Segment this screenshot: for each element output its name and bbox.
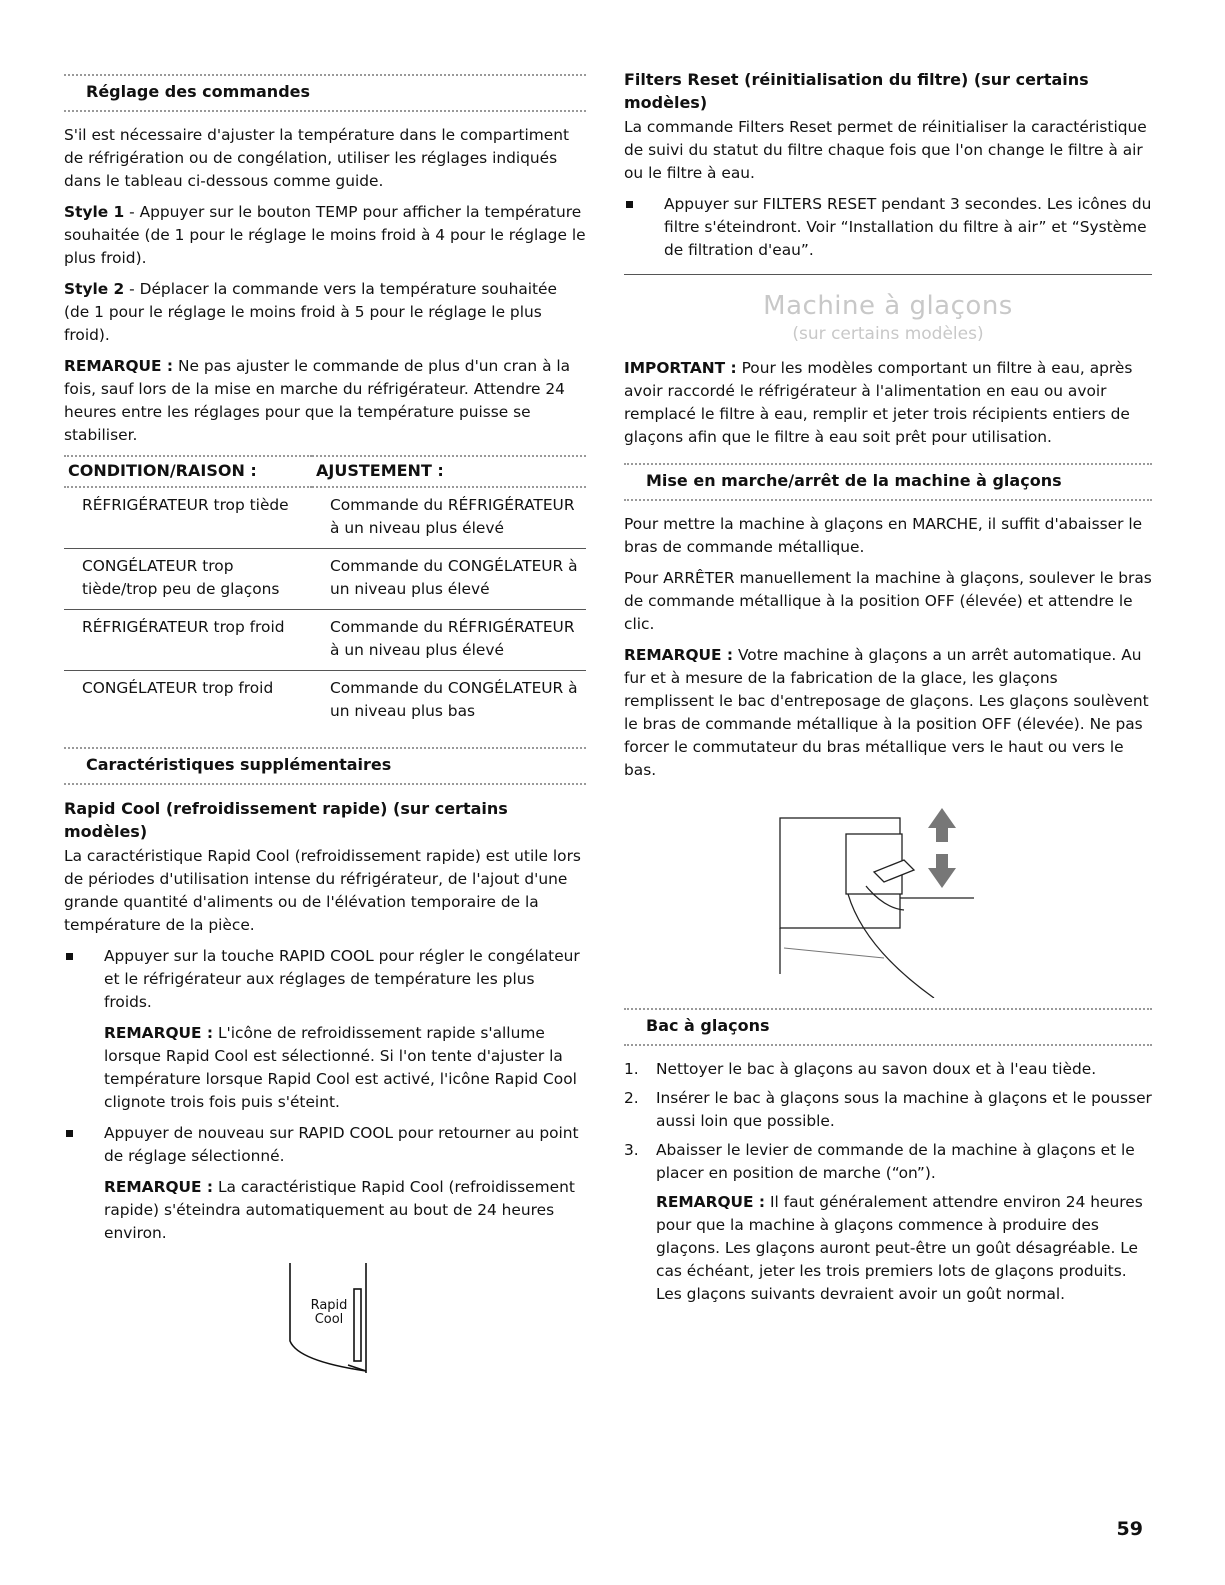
filters-reset-title: Filters Reset (réinitialisation du filtre) (sur certains modèles) [624, 70, 1089, 112]
rapid-cool-note-1 [64, 1022, 586, 1114]
rapid-cool-bullet-2: Appuyer de nouveau sur RAPID COOL pour retourner au point de réglage sélectionné. [64, 1122, 586, 1168]
list-item [624, 1139, 1152, 1185]
style2-text: - Déplacer la commande vers la température souhaitée (de 1 pour le réglage le moins froid à 5 pour le réglage le plus froid). [64, 280, 557, 344]
features-heading: Caractéristiques supplémentaires [86, 755, 392, 774]
rapid-cool-note-2 [64, 1176, 586, 1245]
note-text: L'icône de refroidissement rapide s'allume lorsque Rapid Cool est sélectionné. Si l'on tente d'ajuster la température lorsque Rapid Cool est activé, l'icône Rapid Cool clignote trois fois puis s'éteint. [104, 1024, 577, 1111]
list-item [624, 1087, 1152, 1133]
col-header-condition: CONDITION/RAISON : [64, 456, 312, 487]
adjust-cell: Commande du RÉFRIGÉRATEUR à un niveau plus élevé [312, 610, 586, 671]
table-header-row [64, 456, 586, 487]
important-label: IMPORTANT : [624, 359, 737, 377]
icemaker-subtitle: (sur certains modèles) [792, 324, 984, 344]
item-number: 3. [624, 1141, 639, 1159]
onoff-p2: Pour ARRÊTER manuellement la machine à glaçons, soulever le bras de commande métallique à la position OFF (élevée) et attendre le clic. [624, 569, 1152, 633]
table-row [64, 487, 586, 549]
onoff-heading: Mise en marche/arrêt de la machine à glaçons [646, 471, 1062, 490]
icemaker-arm-illustration [774, 798, 974, 998]
rapid-cool-intro: La caractéristique Rapid Cool (refroidissement rapide) est utile lors de périodes d'utilisation intense du réfrigérateur, de l'ajout d'une grande quantité d'aliments ou de l'élévation temporaire de la température de la pièce. [64, 847, 581, 934]
bin-note [624, 1191, 1152, 1306]
adjust-cell: Commande du RÉFRIGÉRATEUR à un niveau plus élevé [312, 487, 586, 549]
table-row [64, 610, 586, 671]
condition-cell: RÉFRIGÉRATEUR trop tiède [64, 487, 312, 549]
note-label: REMARQUE : [656, 1193, 766, 1211]
note-text: Votre machine à glaçons a un arrêt automatique. Au fur et à mesure de la fabrication de la glace, les glaçons remplissent le bac d'entreposage de glaçons. Les glaçons soulèvent le bras de commande métallique à la position OFF (élevée). Ne pas forcer le commutateur du bras métallique vers le haut ou vers le bas. [624, 646, 1149, 779]
filters-intro: La commande Filters Reset permet de réinitialiser la caractéristique de suivi du statut du filtre chaque fois que l'on change le filtre à air ou le filtre à eau. [624, 118, 1147, 182]
item-text: Abaisser le levier de commande de la machine à glaçons et le placer en position de marche (“on”). [656, 1141, 1135, 1182]
note-label: REMARQUE : [104, 1024, 214, 1042]
rapid-cool-button-illustration [288, 1261, 378, 1381]
item-text: Insérer le bac à glaçons sous la machine à glaçons et le pousser aussi loin que possible. [656, 1089, 1152, 1130]
style1-text: - Appuyer sur le bouton TEMP pour afficher la température souhaitée (de 1 pour le réglage le moins froid à 4 pour le réglage le plus froid). [64, 203, 586, 267]
section-heading-reglage [64, 74, 586, 112]
left-column [64, 66, 586, 1381]
item-number: 2. [624, 1089, 639, 1107]
style1-paragraph [64, 201, 586, 270]
table-row [64, 549, 586, 610]
rapid-cool-button-label [306, 1299, 352, 1327]
item-number: 1. [624, 1060, 639, 1078]
col-header-adjust: AJUSTEMENT : [312, 456, 586, 487]
reglage-intro: S'il est nécessaire d'ajuster la température dans le compartiment de réfrigération ou de congélation, utiliser les réglages indiqués dans le tableau ci-dessous comme guide. [64, 126, 570, 190]
rapid-cool-title: Rapid Cool (refroidissement rapide) (sur certains modèles) [64, 799, 508, 841]
onoff-p1: Pour mettre la machine à glaçons en MARCHE, il suffit d'abaisser le bras de commande métallique. [624, 515, 1143, 556]
icemaker-important [624, 357, 1152, 449]
page-number: 59 [1116, 1518, 1143, 1540]
button-label-line2: Cool [314, 1312, 344, 1327]
arrow-down-icon [928, 854, 956, 888]
reglage-heading: Réglage des commandes [86, 82, 311, 101]
icemaker-title: Machine à glaçons [763, 291, 1013, 321]
condition-cell: RÉFRIGÉRATEUR trop froid [64, 610, 312, 671]
arrow-up-icon [928, 808, 956, 842]
section-heading-onoff [624, 463, 1152, 501]
adjustment-table [64, 455, 586, 731]
note-label: REMARQUE : [64, 357, 174, 375]
rapid-cool-bullet-1: Appuyer sur la touche RAPID COOL pour régler le congélateur et le réfrigérateur aux réglages de température les plus froids. [64, 945, 586, 1014]
section-heading-features [64, 747, 586, 785]
button-label-line1: Rapid [310, 1298, 348, 1313]
condition-cell: CONGÉLATEUR trop tiède/trop peu de glaçons [64, 549, 312, 610]
section-heading-bin [624, 1008, 1152, 1046]
note-text: La caractéristique Rapid Cool (refroidissement rapide) s'éteindra automatiquement au bout de 24 heures environ. [104, 1178, 575, 1242]
table-row [64, 671, 586, 732]
note-text: Ne pas ajuster le commande de plus d'un cran à la fois, sauf lors de la mise en marche du réfrigérateur. Attendre 24 heures entre les réglages pour que la température puisse se stabiliser. [64, 357, 571, 444]
icemaker-arm-icon [774, 798, 974, 998]
note-label: REMARQUE : [624, 646, 734, 664]
divider [624, 274, 1152, 275]
condition-cell: CONGÉLATEUR trop froid [82, 679, 274, 697]
style2-paragraph [64, 278, 586, 347]
filters-bullet: Appuyer sur FILTERS RESET pendant 3 secondes. Les icônes du filtre s'éteindront. Voir “Installation du filtre à air” et “Système de filtration d'eau”. [624, 193, 1152, 262]
style2-label: Style 2 [64, 280, 125, 298]
style1-label: Style 1 [64, 203, 125, 221]
right-column [624, 66, 1152, 1314]
note-label: REMARQUE : [104, 1178, 214, 1196]
list-item [624, 1058, 1152, 1081]
onoff-note [624, 644, 1152, 782]
note-text: Il faut généralement attendre environ 24 heures pour que la machine à glaçons commence à produire des glaçons. Les glaçons auront peut-être un goût désagréable. Le cas échéant, jeter les trois premiers lots de glaçons produits. Les glaçons suivants devraient avoir un goût normal. [656, 1193, 1143, 1303]
reglage-note [64, 355, 586, 447]
bin-heading: Bac à glaçons [646, 1016, 770, 1035]
important-text: Pour les modèles comportant un filtre à eau, après avoir raccordé le réfrigérateur à l'alimentation en eau ou avoir remplacé le filtre à eau, remplir et jeter trois récipients entiers de glaçons afin que le filtre à eau soit prêt pour utilisation. [624, 359, 1133, 446]
adjust-cell: Commande du CONGÉLATEUR à un niveau plus élevé [312, 549, 586, 610]
adjust-cell: Commande du CONGÉLATEUR à un niveau plus bas [330, 679, 578, 720]
item-text: Nettoyer le bac à glaçons au savon doux et à l'eau tiède. [656, 1060, 1097, 1078]
